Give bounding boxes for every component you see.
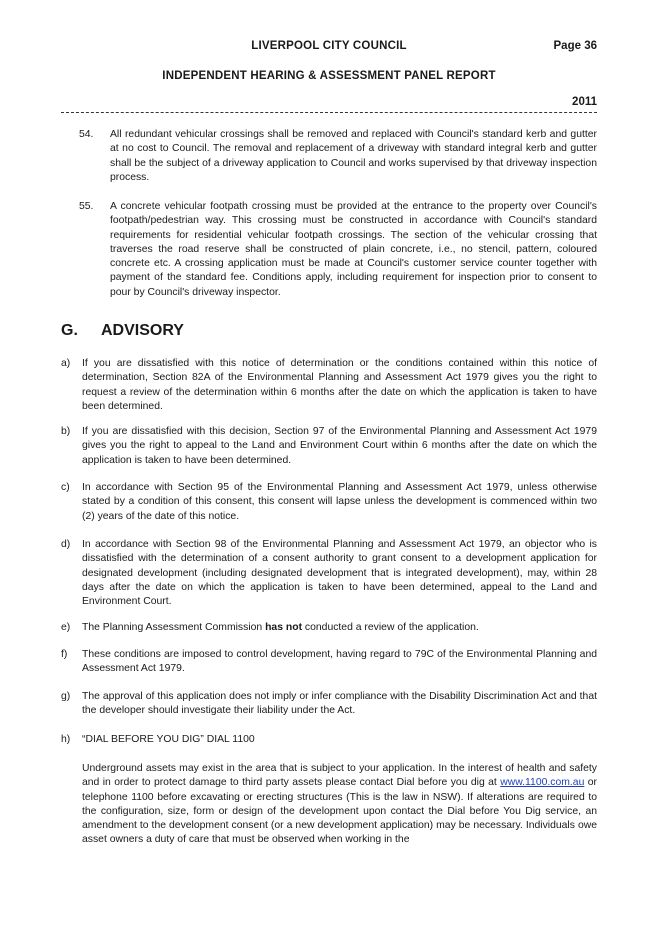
header-council: LIVERPOOL CITY COUNCIL bbox=[251, 40, 407, 52]
dial-before-you-dig-link[interactable]: www.1100.com.au bbox=[500, 777, 585, 789]
section-letter: G. bbox=[61, 322, 78, 339]
emphasis-has-not: has not bbox=[265, 622, 303, 633]
header-divider bbox=[61, 112, 597, 113]
condition-number: 54. bbox=[79, 129, 94, 140]
advisory-text: If you are dissatisfied with this decision, Section 97 of the Environmental Planning and Assessment Act 1979 gives you the right to appeal to the Land and Environment Court within 6 months after the date on which the application is taken to have been determined. bbox=[82, 426, 597, 466]
advisory-text: In accordance with Section 98 of the Environmental Planning and Assessment Act 1979, an objector who is dissatisfied with the determination of a consent authority to grant consent to a development application for designated development (including designated development that is integrated development), may, within 28 days after the date on which the application is taken to have been determined, appeal to the Land and Environment Court. bbox=[82, 539, 597, 608]
advisory-text: The Planning Assessment Commission has not conducted a review of the application. bbox=[82, 622, 479, 633]
condition-text: A concrete vehicular footpath crossing must be provided at the entrance to the property over Council's footpath/pedestrian way. This crossing must be constructed in accordance with Council's standard requirements for residential vehicular footpath crossings. The section of the vehicular crossing that traverses the road reserve shall be constructed of plain concrete, i.e., no stencil, pattern, coloured concrete etc. A crossing application must be made at Council's customer service counter together with payment of the standard fee. Conditions apply, including requirement for inspection prior to consent to pour by Council's driveway inspector. bbox=[110, 201, 597, 298]
advisory-label: h) bbox=[61, 734, 71, 745]
header-year: 2011 bbox=[572, 96, 597, 108]
condition-text: All redundant vehicular crossings shall be removed and replaced with Council's standard kerb and gutter at no cost to Council. The removal and replacement of a driveway with standard integral kerb and gutter shall be the subject of a driveway application to Council and works supervised by that driveway inspection process. bbox=[110, 129, 597, 183]
advisory-label: b) bbox=[61, 426, 71, 437]
advisory-label: d) bbox=[61, 539, 71, 550]
advisory-label: a) bbox=[61, 358, 71, 369]
advisory-label: e) bbox=[61, 622, 71, 633]
condition-number: 55. bbox=[79, 201, 94, 212]
advisory-label: c) bbox=[61, 482, 70, 493]
advisory-text: If you are dissatisfied with this notice of determination or the conditions contained within this notice of determination, Section 82A of the Environmental Planning and Assessment Act 1979 gives you the right to request a review of the determination within 6 months after the date on which the application is taken to have been determined. bbox=[82, 358, 597, 412]
header-report-title: INDEPENDENT HEARING & ASSESSMENT PANEL REPORT bbox=[162, 70, 496, 82]
advisory-text: In accordance with Section 95 of the Environmental Planning and Assessment Act 1979, unless otherwise stated by a condition of this consent, this consent will lapse unless the development is commenced within two (2) years of the date of this notice. bbox=[82, 482, 597, 522]
advisory-text: These conditions are imposed to control development, having regard to 79C of the Environmental Planning and Assessment Act 1979. bbox=[82, 649, 597, 675]
advisory-text: The approval of this application does not imply or infer compliance with the Disability Discrimination Act and that the developer should investigate their liability under the Act. bbox=[82, 691, 597, 717]
header-page-number: Page 36 bbox=[553, 40, 597, 52]
advisory-text: “DIAL BEFORE YOU DIG” DIAL 1100 bbox=[82, 734, 255, 745]
section-title: ADVISORY bbox=[101, 322, 184, 339]
section-heading bbox=[61, 322, 184, 340]
dial-before-you-dig-text: Underground assets may exist in the area that is subject to your application. In the interest of health and safety and in order to protect damage to third party assets please contact Dial before you dig at www.1100.com.au or telephone 1100 before excavating or erecting structures (This is the law in NSW). If alterations are required to the configuration, size, form or design of the development upon contact the Dial before You Dig service, an amendment to the development consent (or a new development application) may be necessary. Individuals owe asset owners a duty of care that must be observed when working in the bbox=[82, 763, 597, 846]
advisory-label: g) bbox=[61, 691, 71, 702]
advisory-label: f) bbox=[61, 649, 68, 660]
